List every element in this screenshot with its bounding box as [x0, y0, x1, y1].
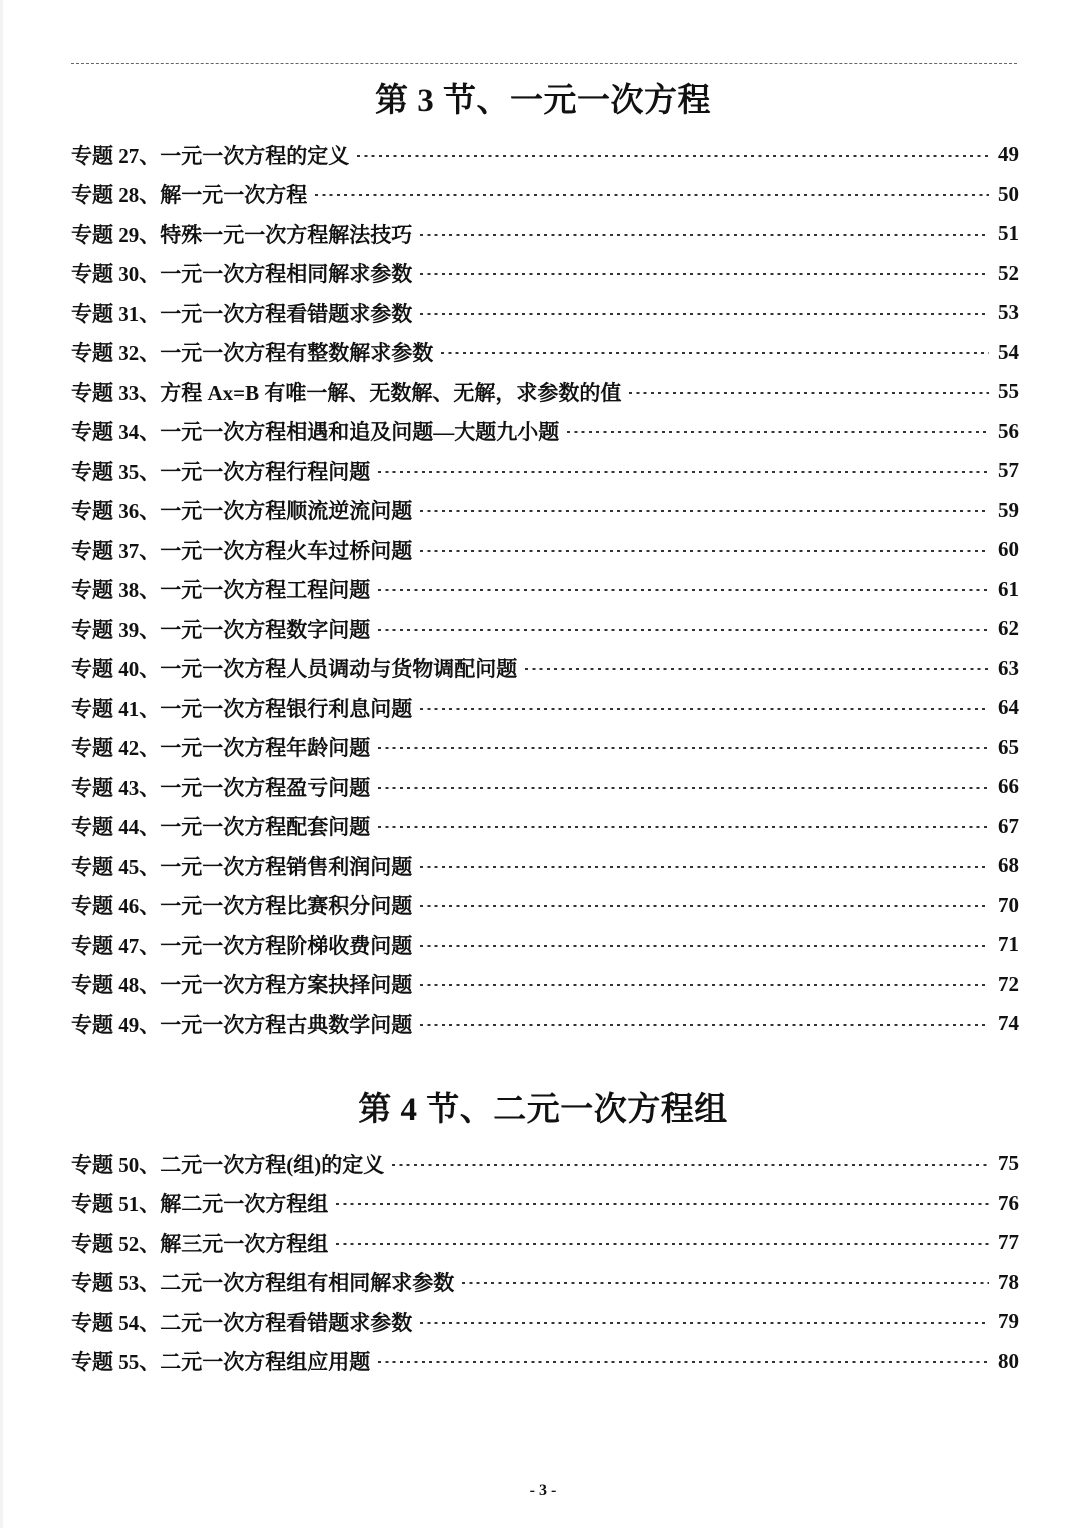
toc-entry-page: 71 — [998, 932, 1019, 957]
toc-entry-title: 专题 33、方程 Ax=B 有唯一解、无数解、无解，求参数的值 — [71, 380, 622, 405]
toc-entry-page: 72 — [998, 971, 1019, 996]
toc-entry — [71, 1004, 1019, 1044]
toc-entry — [71, 1302, 1019, 1342]
toc-entry — [71, 333, 1019, 373]
dot-leader — [378, 1361, 989, 1363]
dot-leader — [336, 1243, 989, 1245]
toc-entry-title: 专题 29、特殊一元一次方程解法技巧 — [71, 222, 413, 247]
dot-leader — [392, 1164, 989, 1166]
toc-entry-title: 专题 41、一元一次方程银行利息问题 — [71, 696, 413, 721]
dot-leader — [315, 194, 989, 196]
toc-entry — [71, 530, 1019, 570]
toc-entry — [71, 886, 1019, 926]
toc-entry — [71, 1223, 1019, 1263]
toc-entry — [71, 649, 1019, 689]
dot-leader — [378, 471, 989, 473]
toc-entry-page: 64 — [998, 695, 1019, 720]
toc-entry — [71, 925, 1019, 965]
toc-entry-page: 78 — [998, 1269, 1019, 1294]
toc-entry-title: 专题 34、一元一次方程相遇和追及问题—大题九小题 — [71, 420, 560, 445]
section-title: 第 3 节、一元一次方程 — [375, 83, 711, 119]
toc-entry — [71, 293, 1019, 333]
toc-entry-page: 55 — [998, 379, 1019, 404]
toc-entry-title: 专题 28、解一元一次方程 — [71, 183, 308, 208]
toc-entry-page: 53 — [998, 300, 1019, 325]
toc-entry-page: 79 — [998, 1309, 1019, 1334]
dot-leader — [462, 1282, 989, 1284]
toc-entry — [71, 1342, 1019, 1382]
dot-leader — [420, 510, 989, 512]
toc-entry-page: 68 — [998, 853, 1019, 878]
toc-entry-title: 专题 32、一元一次方程有整数解求参数 — [71, 341, 434, 366]
toc-entry-title: 专题 48、一元一次方程方案抉择问题 — [71, 973, 413, 998]
dot-leader — [357, 155, 989, 157]
toc-entry-title: 专题 45、一元一次方程销售利润问题 — [71, 854, 413, 879]
toc-entry-page: 65 — [998, 734, 1019, 759]
toc-entry-title: 专题 55、二元一次方程组应用题 — [71, 1350, 371, 1375]
toc-entry-page: 60 — [998, 537, 1019, 562]
toc-entry-title: 专题 38、一元一次方程工程问题 — [71, 578, 371, 603]
toc-entry-page: 62 — [998, 616, 1019, 641]
toc-entry-title: 专题 44、一元一次方程配套问题 — [71, 815, 371, 840]
toc-entry-page: 74 — [998, 1011, 1019, 1036]
toc-entry — [71, 491, 1019, 531]
toc-entry-title: 专题 30、一元一次方程相同解求参数 — [71, 262, 413, 287]
toc-entry-page: 63 — [998, 655, 1019, 680]
toc-entry-page: 80 — [998, 1348, 1019, 1373]
dot-leader — [420, 313, 989, 315]
section-title: 第 4 节、二元一次方程组 — [358, 1092, 728, 1128]
toc-entry-page: 54 — [998, 339, 1019, 364]
dot-leader — [420, 550, 989, 552]
toc-entry-title: 专题 50、二元一次方程(组)的定义 — [71, 1152, 385, 1177]
toc-entry-title: 专题 51、解二元一次方程组 — [71, 1192, 329, 1217]
dot-leader — [420, 866, 989, 868]
toc-entry — [71, 412, 1019, 452]
toc-entry-page: 56 — [998, 418, 1019, 443]
toc-entry — [71, 254, 1019, 294]
toc-entry-page: 59 — [998, 497, 1019, 522]
toc-entry — [71, 1144, 1019, 1184]
toc-entry-page: 51 — [998, 221, 1019, 246]
toc-entry — [71, 688, 1019, 728]
header-dashed-rule — [71, 63, 1017, 64]
dot-leader — [525, 668, 989, 670]
document-page — [3, 0, 1080, 1528]
toc-entry-page: 52 — [998, 260, 1019, 285]
toc-entry-page: 70 — [998, 892, 1019, 917]
dot-leader — [420, 1024, 989, 1026]
toc-entry-page: 75 — [998, 1151, 1019, 1176]
toc-list — [71, 135, 1019, 1044]
toc-entry — [71, 451, 1019, 491]
dot-leader — [629, 392, 989, 394]
toc-entry-title: 专题 40、一元一次方程人员调动与货物调配问题 — [71, 657, 518, 682]
toc-entry-page: 61 — [998, 576, 1019, 601]
toc-entry-page: 77 — [998, 1230, 1019, 1255]
toc-entry-title: 专题 31、一元一次方程看错题求参数 — [71, 301, 413, 326]
dot-leader — [336, 1203, 989, 1205]
toc-entry — [71, 372, 1019, 412]
dot-leader — [420, 1322, 989, 1324]
toc-entry-page: 49 — [998, 142, 1019, 167]
dot-leader — [567, 431, 989, 433]
toc-entry-title: 专题 54、二元一次方程看错题求参数 — [71, 1310, 413, 1335]
dot-leader — [420, 273, 989, 275]
toc-entry-page: 66 — [998, 774, 1019, 799]
toc-entry-title: 专题 53、二元一次方程组有相同解求参数 — [71, 1271, 455, 1296]
toc-entry-title: 专题 49、一元一次方程古典数学问题 — [71, 1012, 413, 1037]
toc-entry-title: 专题 43、一元一次方程盈亏问题 — [71, 775, 371, 800]
toc-entry — [71, 135, 1019, 175]
dot-leader — [420, 945, 989, 947]
toc-entry — [71, 965, 1019, 1005]
toc-entry-title: 专题 27、一元一次方程的定义 — [71, 143, 350, 168]
toc-entry-title: 专题 37、一元一次方程火车过桥问题 — [71, 538, 413, 563]
toc-entry-page: 50 — [998, 181, 1019, 206]
dot-leader — [441, 352, 989, 354]
dot-leader — [420, 905, 989, 907]
toc-entry-title: 专题 35、一元一次方程行程问题 — [71, 459, 371, 484]
page-number: - 3 - — [529, 1482, 557, 1499]
toc-entry — [71, 846, 1019, 886]
toc-entry-title: 专题 46、一元一次方程比赛积分问题 — [71, 894, 413, 919]
toc-entry-title: 专题 39、一元一次方程数字问题 — [71, 617, 371, 642]
toc-entry — [71, 609, 1019, 649]
toc-entry — [71, 767, 1019, 807]
dot-leader — [378, 826, 989, 828]
dot-leader — [378, 747, 989, 749]
dot-leader — [378, 787, 989, 789]
toc-entry — [71, 1184, 1019, 1224]
dot-leader — [378, 589, 989, 591]
toc-entry-title: 专题 36、一元一次方程顺流逆流问题 — [71, 499, 413, 524]
toc-entry-title: 专题 52、解三元一次方程组 — [71, 1231, 329, 1256]
toc-entry — [71, 214, 1019, 254]
toc-entry — [71, 728, 1019, 768]
toc-entry-title: 专题 47、一元一次方程阶梯收费问题 — [71, 933, 413, 958]
toc-entry-page: 67 — [998, 813, 1019, 838]
toc-entry — [71, 175, 1019, 215]
dot-leader — [420, 984, 989, 986]
toc-entry-page: 76 — [998, 1190, 1019, 1215]
toc-entry — [71, 807, 1019, 847]
dot-leader — [420, 234, 989, 236]
dot-leader — [420, 708, 989, 710]
toc-entry — [71, 1263, 1019, 1303]
toc-entry-page: 57 — [998, 458, 1019, 483]
toc-entry — [71, 570, 1019, 610]
dot-leader — [378, 629, 989, 631]
toc-entry-title: 专题 42、一元一次方程年龄问题 — [71, 736, 371, 761]
toc-list — [71, 1144, 1019, 1381]
